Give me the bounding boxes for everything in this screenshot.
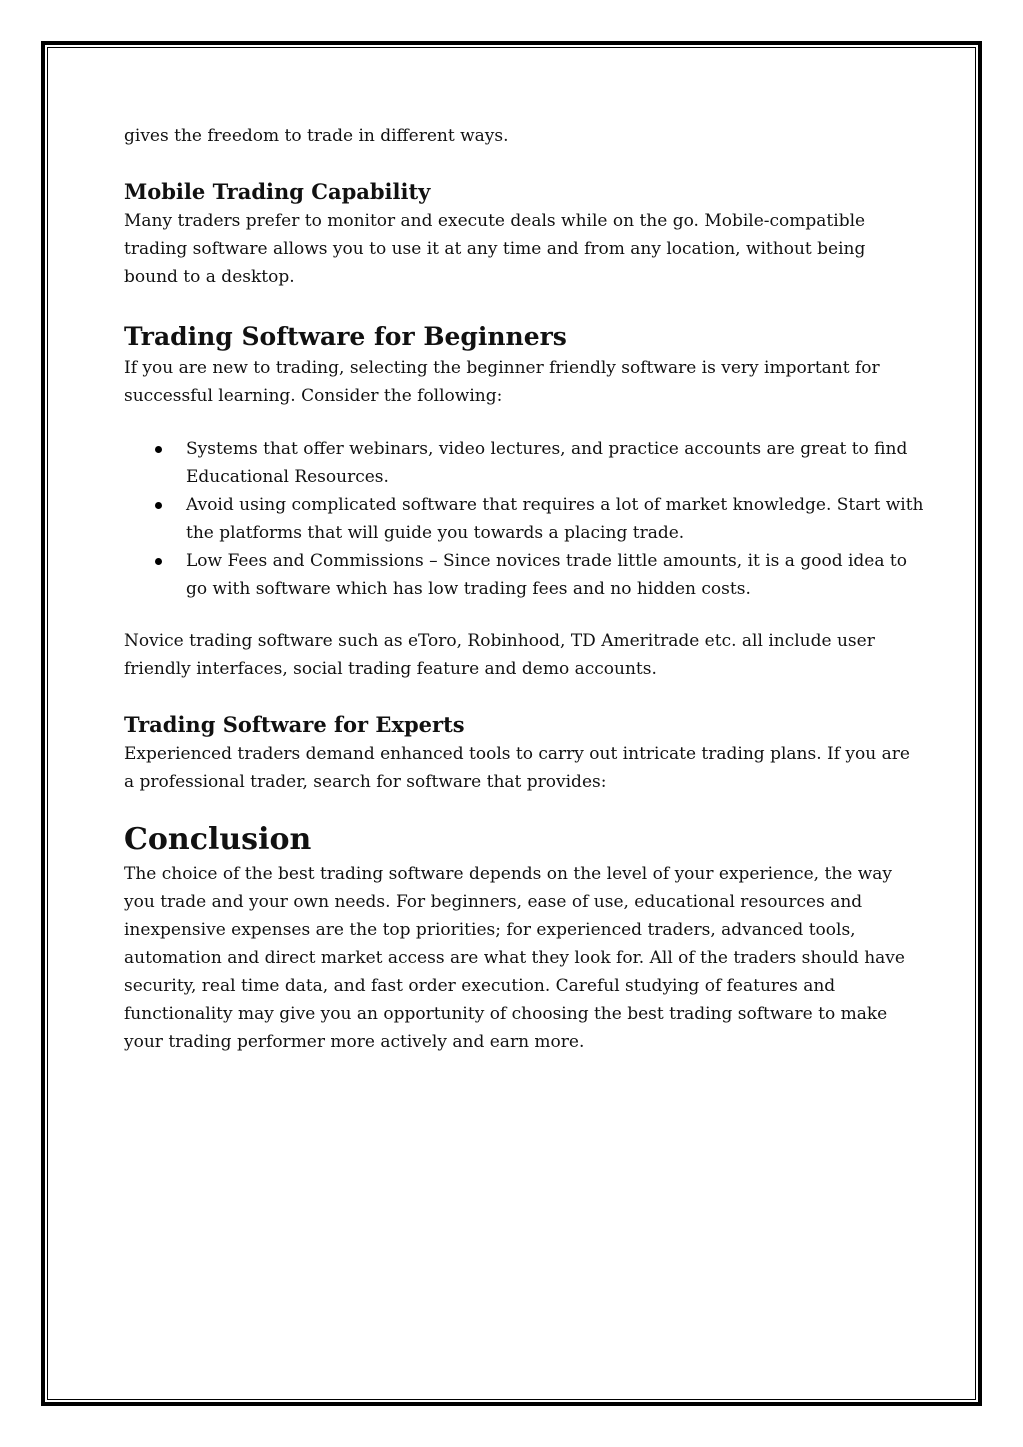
beginners-bullet-list bbox=[124, 435, 924, 603]
experts-heading: Trading Software for Experts bbox=[124, 712, 465, 737]
experts-paragraph: Experienced traders demand enhanced tools to carry out intricate trading plans. If you are a professional trader, search for software that provides: bbox=[124, 744, 910, 792]
bullet-dot-icon bbox=[155, 446, 162, 453]
beginners-intro-paragraph: If you are new to trading, selecting the beginner friendly software is very important for successful learning. Consider the following: bbox=[124, 358, 880, 406]
bullet-text: Low Fees and Commissions – Since novices trade little amounts, it is a good idea to go with software which has low trading fees and no hidden costs. bbox=[186, 551, 907, 599]
conclusion-heading: Conclusion bbox=[124, 822, 312, 857]
bullet-text: Avoid using complicated software that requires a lot of market knowledge. Start with the platforms that will guide you towards a placing trade. bbox=[186, 495, 924, 543]
bullet-item bbox=[124, 491, 924, 547]
document-body bbox=[124, 122, 924, 1056]
bullet-text: Systems that offer webinars, video lectures, and practice accounts are great to find Educational Resources. bbox=[186, 439, 908, 487]
mobile-heading: Mobile Trading Capability bbox=[124, 179, 431, 204]
bullet-item bbox=[124, 547, 924, 603]
bullet-dot-icon bbox=[155, 502, 162, 509]
beginners-heading: Trading Software for Beginners bbox=[124, 322, 567, 351]
beginners-outro-paragraph: Novice trading software such as eToro, Robinhood, TD Ameritrade etc. all include user friendly interfaces, social trading feature and demo accounts. bbox=[124, 631, 875, 679]
intro-tail-paragraph: gives the freedom to trade in different ways. bbox=[124, 126, 509, 146]
bullet-dot-icon bbox=[155, 558, 162, 565]
mobile-paragraph: Many traders prefer to monitor and execute deals while on the go. Mobile-compatible trading software allows you to use it at any time and from any location, without being bound to a desktop. bbox=[124, 211, 866, 287]
conclusion-paragraph: The choice of the best trading software depends on the level of your experience, the way you trade and your own needs. For beginners, ease of use, educational resources and inexpensive expenses are the top priorities; for experienced traders, advanced tools, automation and direct market access are what they look for. All of the traders should have security, real time data, and fast order execution. Careful studying of features and functionality may give you an opportunity of choosing the best trading software to make your trading performer more actively and earn more. bbox=[124, 864, 905, 1052]
bullet-item bbox=[124, 435, 924, 491]
